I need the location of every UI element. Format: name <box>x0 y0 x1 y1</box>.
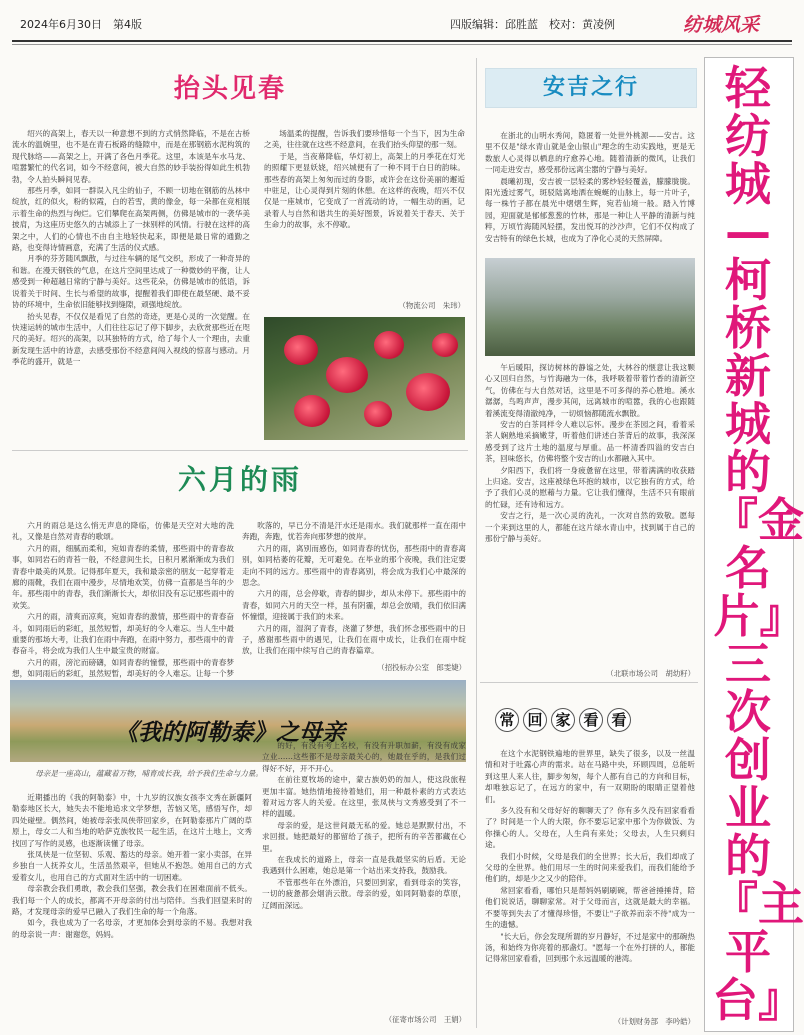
paragraph: 如今，我也成为了一名母亲，才更加体会到母亲的不易。我想对我的母亲说一声：谢谢您，妈妈。 <box>12 918 252 939</box>
side-banner-text: 轻纺城—柯桥新城的『金名片』三次创业的『主平台』 <box>712 61 804 1027</box>
paragraph: 不管那些年在外漂泊，只要回到家，看到母亲的笑容，一切的疲惫都会烟消云散。母亲的爱，如同阿勒泰的草原，辽阔而深远。 <box>262 877 466 910</box>
article4-col1 <box>12 792 252 1028</box>
article1-col1 <box>12 128 250 440</box>
paragraph: 的好，有没有考上名校，有没有升职加薪，有没有成家立业……这些都不是母亲最关心的，她最在乎的，是我们过得好不好，开不开心。 <box>262 741 466 773</box>
article2-title: 六月的雨 <box>177 463 302 496</box>
paragraph: 夕阳西下，我们将一身疲惫留在这里，带着满满的收获踏上归途。安吉，这座被绿色环抱的城市，以它独有的方式，给予了我们心灵的慰藉与力量。它让我们懂得，生活不只有眼前的忙碌，还有诗和远方。 <box>485 465 695 509</box>
article1-title: 抬头见春 <box>173 74 286 104</box>
article3-byline: （北联市场公司 胡幼籽） <box>606 669 695 678</box>
issue-date: 2024年6月30日 第4版 <box>20 18 142 31</box>
red-roses-photo <box>264 317 465 440</box>
article2-byline: （招投标办公室 郎雯婕） <box>377 663 466 672</box>
paragraph: 吹落的，早已分不清是汗水还是雨水。我们就那样一直在雨中奔跑，奔跑，忧若奔向那梦想的彼岸。 <box>242 521 466 542</box>
paragraph: 安吉的白茶同样令人难以忘怀。漫步在茶园之间，看着采茶人娴熟地采摘嫩芽，听着他们讲述白茶背后的故事，我深深感受到了这片土地的温度与厚重。品一杯清香四溢的安吉白茶，回味悠长，仿佛将整个安吉的山水都融入其中。 <box>485 420 695 464</box>
article5-title <box>495 708 695 736</box>
paragraph: 我们小时候，父母是我们的全世界；长大后，我们却成了父母的全世界。他们用尽一生的时间来爱我们，而我们能给予他们的，却是少之又少的陪伴。 <box>485 851 695 884</box>
paragraph: 于是，当夜幕降临，华灯初上，高架上的月季花在灯光的照耀下更显妖娆，绍兴城便有了一种不同于白日的韵味。那些春的高架上匆匆而过的身影，或许会在这份美丽的邂逅中驻足，让心灵得到片刻的休憩。在这样的夜晚，绍兴不仅仅是一座城市，它变成了一首流动的诗，一幅生动的画，记录着人与自然和谐共生的美好图景，诉说着关于春天、关于生命力的故事，永不停歇。 <box>264 151 465 230</box>
paragraph: 午后暖阳，探访树林的静谧之处，大林谷的惬意让我这颗心又回归自然，与竹海融为一体，我呼吸着带着竹香的清新空气，仿佛在与大自然对话，这里是不可多得的养心胜地。溪水潺潺，鸟鸣声声，漫步其间，远离城市的喧嚣，我的心也跟随着溪流变得清澈纯净，一切烦恼都随流水飘散。 <box>485 363 695 418</box>
title-char: 看 <box>579 708 603 732</box>
header-rule-thin <box>12 44 792 45</box>
article1-col2 <box>264 128 465 298</box>
paragraph: 常回家看看，哪怕只是帮妈妈刷刷碗，帮爸爸捶捶背，陪他们说说话，聊聊家常。对于父母而言，这就是最大的幸福。不要等到失去了才懂得珍惜，不要让"子欲养而亲不待"成为一生的遗憾。 <box>485 885 695 930</box>
paragraph: 六月的雨，清爽而凉爽，宛如青春的激情，那些雨中的青春奋斗，如同雨后的彩虹，虽然短暂，却美好的令人难忘。当人生中最重要的那场大考，让我们在雨中奔跑，在雨中努力，那些雨中的青春奋斗，将会成为我们人生中最宝贵的财富。 <box>12 612 234 656</box>
section-divider <box>480 682 698 683</box>
article3-title: 安吉之行 <box>542 75 639 100</box>
paragraph: 晨曦初现，安吉被一层轻柔的雾纱轻轻覆盖，朦朦胧胧。阳光透过雾气，斑驳陆离地洒在蜿蜒的山脉上，每一片叶子，每一株竹子都在晨光中熠熠生辉，宛若仙境一般。踏入竹博园，迎面就是郁郁葱葱的竹林，那是一种让人平静的清新与纯粹，万顷竹海随风轻摆，发出悦耳的沙沙声，它们不仅构成了安吉特有的绿色长城，也成为了净化心灵的天然屏障。 <box>485 176 695 243</box>
section-divider <box>12 450 468 451</box>
paragraph: 六月的雨，总会停歇，青春的脚步，却从未停下。那些雨中的青春，如同六月的天空一样，虽有阴霾，却总会放晴，我们依旧满怀憧憬，迎接属于我们的未来。 <box>242 589 466 622</box>
title-char: 家 <box>551 708 575 732</box>
paragraph: 那些月季，如同一群误入凡尘的仙子，不顾一切地在钢筋的丛林中绽放，红的似火，粉的似霞，白的若雪，黄的像金，每一朵都在竞相展示着生命的热烈与绚烂。它们攀爬在高架两侧，仿佛是城市的一袭华美披肩，为这座历史悠久的古城添上了一抹别样的风情。行驶在这样的高架之中，人们的心情也不由自主地轻快起来，即便是最日常的通勤之路，也变得诗情画意，充满了生活的仪式感。 <box>12 186 250 253</box>
paragraph: 在前往夏牧场的途中，蒙古族奶奶的加人，使这段旅程更加丰富。她热情地接待着她们，用一种最朴素的方式表达着对远方客人的关爱。在这里，张凤侠与文秀感受到了不一样的温暖。 <box>262 775 466 819</box>
paragraph: 安吉之行，是一次心灵的洗礼，一次对自然的致敬。愿每一个来到这里的人，都能在这片绿水青山中，找到属于自己的那份宁静与美好。 <box>485 511 695 544</box>
article5-col <box>485 748 695 1012</box>
article5-byline: （计划财务部 李吟皓） <box>613 1017 695 1026</box>
paragraph: 六月的雨，离别而感伤，如同青春的忧伤，那些雨中的青春离别，如同枯萎的花瓣，无可避免。在毕业的那个夜晚，我们注定要走向不同的远方。那些雨中的青春离别，将会成为我们心中最深的思念。 <box>242 543 466 588</box>
paragraph: 六月的雨，湿润了青春，浇灌了梦想，我们怀念那些雨中的日子，感谢那些雨中的遇见，让我们在雨中成长，让我们在雨中绽放，让我们在雨中续写自己的青春篇章。 <box>242 623 466 656</box>
flower-field-photo <box>485 258 695 356</box>
title-char: 常 <box>495 708 519 732</box>
paragraph: 在我成长的道路上，母亲一直是我最坚实的后盾。无论我遇到什么困难，她总是第一个站出来支持我，鼓励我。 <box>262 855 466 876</box>
paragraph: 抬头见春，不仅仅是看见了自然的奇迹，更是心灵的一次觉醒。在快速运转的城市生活中，人们往往忘记了停下脚步，去欣赏那些近在咫尺的美好。绍兴的高架，以其独特的方式，给了每个人一个理由，去重新发现生活中的诗意，去感受那份不经意间闯入视线的惊喜与感动。月季花的盛开，就是一 <box>12 311 250 367</box>
paragraph: 母亲教会我们勇敢，教会我们坚强，教会我们在困难面前不低头。我们每一个人的成长，都离不开母亲的付出与陪伴。当我们回望来时的路，才发现母亲的爱早已融入了我们生命的每一个角落。 <box>12 884 252 917</box>
paragraph: 多久没有和父母好好的聊聊天了？你有多久没有回家看看了？时间是一个人的大限，你不要忘记家中那个为你做饭、为你操心的人。父母在，人生尚有来处；父母去，人生只剩归途。 <box>485 806 695 850</box>
article4-title: 《我的阿勒泰》之母亲 <box>115 720 345 746</box>
column-divider <box>476 58 477 1028</box>
section-brand: 纺城风采 <box>683 14 760 36</box>
header-rule <box>12 40 792 42</box>
paragraph: 六月的雨总是这么悄无声息的降临，仿佛是天空对大地的洗礼，又像是自然对青春的歌颂。 <box>12 521 234 542</box>
paragraph: 在这个水泥钢铁遍地的世界里，缺失了很多，以及一丝温情和对于吐露心声的需求。站在马路中央，环顾四周，总能听到这里人来人往，脚步匆匆，每个人都有自己的方向和目标，却唯独忘记了，在远方的家中，有一双期盼的眼睛正望着他们。 <box>485 749 695 804</box>
paragraph: 近期播出的《我的阿勒泰》中，十九岁的汉族女孩李文秀在新疆阿勒泰地区长大，她失去不能地追求文学梦想，苦恼又笔，感悟写作，却四处碰壁。偶然间，她被母亲张凤侠带回家乡，在阿勒泰那片广阔的草原上，母女二人和当地的哈萨克族牧民一起生活，在这片土地上，文秀找回了写作的灵感，也逐渐读懂了母亲。 <box>12 793 252 848</box>
title-char: 看 <box>607 708 631 732</box>
paragraph: 月季的芬芳随风飘散，与过往车辆的尾气交织，形成了一种奇异的和谐。在漫天钢铁的气息，在这片空间里达成了一种微妙的平衡，让人感受到一种超越日常的宁静与美好。这些花朵，仿佛是城市的低语，诉说着关于时间、生长与希望的故事，提醒着我们即使在最坚硬、最不妥协的环境中，生命依旧能够找到缝隙，顽强地绽放。 <box>12 254 250 310</box>
page-header <box>0 0 800 46</box>
title-char: 回 <box>523 708 547 732</box>
article4-col2 <box>262 740 466 1012</box>
article2-col1 <box>12 520 234 679</box>
paragraph: "长大后，你会发现所谓的岁月静好，不过是家中的那碗热汤，和始终为你亮着的那盏灯。"愿每一个在外打拼的人，都能记得常回家看看，回到那个永远温暖的港湾。 <box>485 931 695 964</box>
paragraph: 母亲是一座高山，蕴藏着万物，哺育成长我，给予我们生命与力量。 <box>35 769 263 778</box>
paragraph: 绍兴的高架上，春天以一种意想不到的方式悄然降临，不是在古桥流水的温婉里，也不是在青石板路的缝隙中，而是在那钢筋水泥构筑的现代脉络——高架之上，开满了各色月季花。这里，本该是车水马龙、喧嚣繁忙的代名词，如今不经意间，被大自然的妙手装扮得如此生机勃勃，令人拍头瞬间见春。 <box>12 129 250 184</box>
article2-col2 <box>242 520 466 660</box>
article3-title-banner <box>485 68 697 108</box>
paragraph: 母亲的爱，是这世间最无私的爱。她总是默默付出，不求回报。她把最好的都留给了孩子，把所有的辛苦都藏在心里。 <box>262 820 466 853</box>
editor-credits: 四版编辑：邱胜蓝 校对：黄凌例 <box>450 18 615 31</box>
paragraph: 场温柔的提醒，告诉我们要珍惜每一个当下，因为生命之美，往往就在这些不经意间，在我们抬头仰望的那一刻。 <box>264 129 465 150</box>
paragraph: 六月的雨，滂沱而磅礴，如同青春的憧憬，那些雨中的青春梦想，如同雨后的彩虹，虽然短暂，却美好的令人难忘。让每一个梦 <box>12 657 234 679</box>
article3-col-top <box>485 130 695 256</box>
paragraph: 六月的雨，细腻而柔和，宛如青春的柔情，那些雨中的青春故事，如同岩石的青苔一般，不经意间生长，日积月累渐渐成为我们青春中最美的风景。记得那年夏天，我和最亲密的朋友一起穿着走廊的雨靴，我们在雨中漫步，尽情地欢笑，仿佛一直都是当年的少年。那些雨中的青春，我们渐渐长大，却依旧没有忘记那些雨中的欢笑。 <box>12 543 234 610</box>
article1-byline: （物流公司 朱玮） <box>398 301 465 310</box>
paragraph: 张凤侠是一位坚韧、乐观、豁达的母亲。她开着一家小卖部，在异乡独自一人抚养女儿，生活虽然艰辛，但她从不抱怨。她用自己的方式爱着女儿，也用自己的方式面对生活中的一切困难。 <box>12 850 252 882</box>
paragraph: 在浙北的山明水秀间，隐匿着一处世外桃源——安吉。这里不仅是"绿水青山就是金山银山"理念的生动实践地，更是无数旅人心灵得以栖息的疗愈养心地。随着清新的微风，让我们一同走进安吉，感受那份远离尘嚣的宁静与美好。 <box>485 131 695 175</box>
article3-col-bottom <box>485 362 695 667</box>
article4-byline: （征寄市场公司 王娟） <box>384 1015 466 1024</box>
